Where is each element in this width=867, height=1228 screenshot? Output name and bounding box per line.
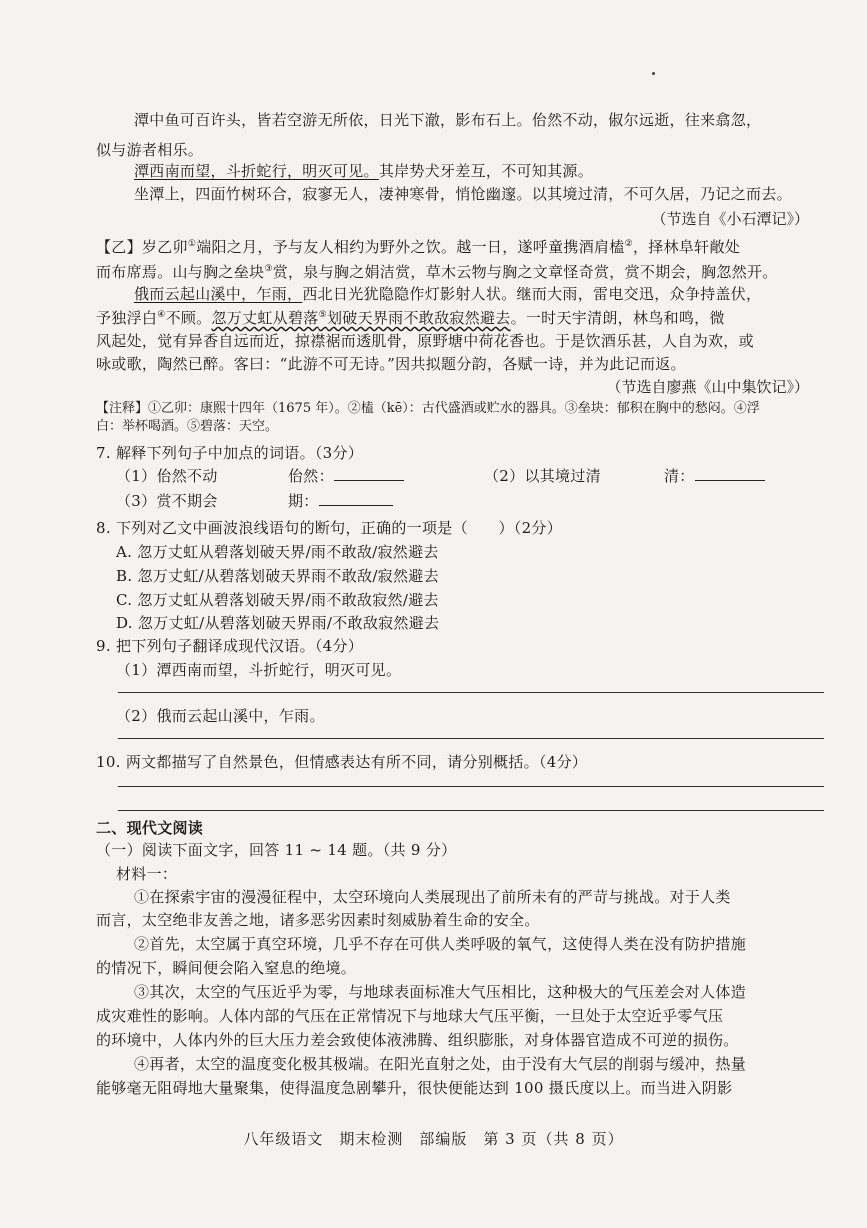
yi-line-2 xyxy=(96,262,778,282)
yi-text: ，择林阜轩敞处 xyxy=(632,238,741,256)
q7-answer-blank-2[interactable] xyxy=(695,466,765,481)
jia-line-4: 坐潭上，四面竹树环合，寂寥无人，凄神寒骨，悄怆幽邃。以其境过清，不可久居，乃记之而去。 xyxy=(134,185,792,203)
yi-line-4 xyxy=(96,308,725,328)
yi-source: （节选自廖燕《山中集饮记》） xyxy=(606,378,809,396)
note-marker: ③ xyxy=(264,264,273,274)
q9-answer-line-2[interactable] xyxy=(118,738,824,739)
q7-word-label: 清： xyxy=(664,467,695,485)
q7-answer-blank-1[interactable] xyxy=(334,466,404,481)
q7-word-3 xyxy=(288,491,393,511)
q10-stem: 10. 两文都描写了自然景色，但情感表达有所不同，请分别概括。（4分） xyxy=(96,753,588,771)
jia-underlined-sentence: 潭西南而望，斗折蛇行，明灭可见。 xyxy=(134,162,379,180)
q8-option-a[interactable]: A. 忽万丈虹从碧落划破天界/雨不敢敌/寂然避去 xyxy=(116,543,439,561)
material-para-3a: ③其次，太空的气压近乎为零，与地球表面标准大气压相比，这种极大的气压差会对人体造 xyxy=(134,983,747,1001)
q10-answer-line-1[interactable] xyxy=(118,786,824,787)
jia-line-1: 潭中鱼可百许头，皆若空游无所依，日光下澈，影布石上。佁然不动，俶尔远逝，往来翕忽， xyxy=(134,111,762,129)
q8-option-c[interactable]: C. 忽万丈虹从碧落划破天界/雨不敢敌寂然/避去 xyxy=(116,591,439,609)
q8-option-d[interactable]: D. 忽万丈虹/从碧落划破天界雨/不敢敌寂然避去 xyxy=(116,614,440,632)
note-marker: ① xyxy=(187,239,197,249)
yi-text: 而布席焉。山与胸之垒块 xyxy=(96,263,265,281)
q10-answer-line-2[interactable] xyxy=(118,810,824,811)
yi-text: 不顾。 xyxy=(165,309,212,327)
section-2-subtitle: （一）阅读下面文字，回答 11 ~ 14 题。（共 9 分） xyxy=(96,841,457,859)
q7-item-3: （3）赏不期会 xyxy=(116,492,218,510)
material-para-3b: 成灾难性的影响。人体内部的气压在正常情况下与地球大气压平衡，一旦处于太空近乎零气压 xyxy=(96,1007,724,1025)
yi-text: 赏，泉与胸之娟洁赏，草木云物与胸之文章怪奇赏，赏不期会，胸忽然开。 xyxy=(272,263,778,281)
notes-line-2: 白：举杯喝酒。⑤碧落：天空。 xyxy=(96,419,279,434)
jia-source: （节选自《小石潭记》） xyxy=(651,210,809,228)
yi-line-1 xyxy=(96,237,740,257)
material-para-2a: ②首先，太空属于真空环境，几乎不存在可供人类呼吸的氧气，这使得人类在没有防护措施 xyxy=(134,935,747,953)
q9-stem: 9. 把下列句子翻译成现代汉语。（4分） xyxy=(96,637,364,655)
notes-line-1: 【注释】①乙卯：康熙十四年（1675 年）。②榼（kē）：古代盛酒或贮水的器具。③垒块：郁积在胸中的愁闷。④浮 xyxy=(96,401,760,416)
yi-text: 西北日光犹隐隐作灯影射人状。继而大雨，雷电交迅，众争持盖伏， xyxy=(302,285,762,303)
q7-word-1 xyxy=(288,466,404,486)
yi-wavy-sentence xyxy=(211,309,510,327)
yi-wavy-text: 划破天界雨不敢敌寂然避去 xyxy=(326,309,511,327)
q9-answer-line-1[interactable] xyxy=(118,692,824,693)
yi-underlined-sentence: 俄而云起山溪中，乍雨， xyxy=(134,285,303,303)
scan-speck xyxy=(652,72,655,75)
material-para-4b: 能够毫无阻碍地大量聚集，使得温度急剧攀升，很快便能达到 100 摄氏度以上。而当进入阴影 xyxy=(96,1079,733,1097)
q7-word-label: 佁然： xyxy=(288,467,334,485)
yi-text: 【乙】岁乙卯 xyxy=(96,238,188,256)
page-footer: 八年级语文 期末检测 部编版 第 3 页（共 8 页） xyxy=(243,1130,624,1148)
q7-item-2: （2）以其境过清 xyxy=(484,467,601,485)
yi-line-6: 咏或歌，陶然已醉。客曰：“此游不可无诗。”因共拟题分韵，各赋一诗，并为此记而返。 xyxy=(96,355,686,373)
yi-text: 端阳之月，予与友人相约为野外之饮。越一日，遂呼童携酒肩榼 xyxy=(196,238,625,256)
q7-answer-blank-3[interactable] xyxy=(319,491,393,506)
jia-line-3-rest: 其岸势犬牙差互，不可知其源。 xyxy=(378,162,594,180)
q7-word-label: 期： xyxy=(288,492,319,510)
note-marker: ④ xyxy=(157,310,166,320)
q9-sentence-2: （2）俄而云起山溪中，乍雨。 xyxy=(116,707,325,725)
yi-text: 予独浮白 xyxy=(96,309,158,327)
q7-item-1: （1）佁然不动 xyxy=(116,467,218,485)
jia-line-2: 似与游者相乐。 xyxy=(96,141,204,159)
note-marker: ② xyxy=(624,239,633,249)
q9-sentence-1: （1）潭西南而望，斗折蛇行，明灭可见。 xyxy=(116,661,402,679)
note-marker: ⑤ xyxy=(318,310,327,320)
section-2-title: 二、现代文阅读 xyxy=(96,819,204,837)
yi-line-5: 风起处，觉有异香自远而近，掠襟裾而透肌骨，原野塘中荷花香也。于是饮酒乐甚，人自为欢，或 xyxy=(96,332,754,350)
material-para-4a: ④再者，太空的温度变化极其极端。在阳光直射之处，由于没有大气层的削弱与缓冲，热量 xyxy=(134,1055,747,1073)
material-para-1a: ①在探索宇宙的漫漫征程中，太空环境向人类展现出了前所未有的严苛与挑战。对于人类 xyxy=(134,888,731,906)
q8-stem: 8. 下列对乙文中画波浪线语句的断句，正确的一项是（ ）（2分） xyxy=(96,519,563,537)
q7-word-2 xyxy=(664,466,765,486)
yi-wavy-text: 忽万丈虹从碧落 xyxy=(211,309,319,327)
q7-stem: 7. 解释下列句子中加点的词语。（3分） xyxy=(96,444,364,462)
q8-option-b[interactable]: B. 忽万丈虹/从碧落划破天界雨不敢敌/寂然避去 xyxy=(116,567,439,585)
material-para-1b: 而言，太空绝非友善之地，诸多恶劣因素时刻威胁着生命的安全。 xyxy=(96,911,540,929)
yi-text: 。一时天宇清朗，林鸟和鸣，微 xyxy=(510,309,725,327)
yi-line-3 xyxy=(134,284,761,304)
material-para-2b: 的情况下，瞬间便会陷入窒息的绝境。 xyxy=(96,959,357,977)
jia-line-3 xyxy=(134,161,593,181)
material-1-label: 材料一： xyxy=(116,865,178,883)
material-para-3c: 的环境中，人体内外的巨大压力差会致使体液沸腾、组织膨胀，对身体器官造成不可逆的损伤。 xyxy=(96,1031,739,1049)
